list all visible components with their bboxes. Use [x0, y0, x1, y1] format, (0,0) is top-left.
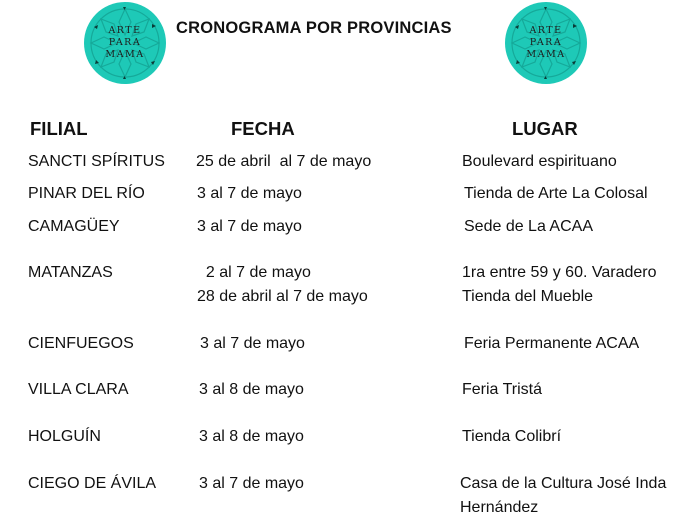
column-header-lugar: LUGAR [512, 118, 578, 139]
row-fecha-matanzas: 2 al 7 de mayo 28 de abril al 7 de mayo [197, 264, 368, 305]
page-title: CRONOGRAMA POR PROVINCIAS [176, 19, 452, 37]
row-fecha-holguin: 3 al 8 de mayo [199, 428, 304, 445]
row-fecha-sancti-spiritus: 25 de abril al 7 de mayo [196, 153, 372, 170]
row-lugar-villa-clara: Feria Tristá [462, 381, 543, 398]
row-filial-holguin: HOLGUÍN [28, 428, 101, 445]
row-lugar-cienfuegos: Feria Permanente ACAA [464, 335, 640, 352]
logo-line-2: PARA [529, 37, 563, 48]
logo-text [505, 2, 587, 84]
row-filial-sancti-spiritus: SANCTI SPÍRITUS [28, 153, 165, 170]
row-fecha-ciego-de-avila: 3 al 7 de mayo [199, 475, 304, 492]
column-header-filial: FILIAL [30, 118, 88, 139]
row-lugar-holguin: Tienda Colibrí [462, 428, 562, 445]
logo-line-1: ARTE [529, 25, 563, 36]
arte-para-mama-logo-right [505, 2, 587, 84]
row-lugar-sancti-spiritus: Boulevard espirituano [462, 153, 617, 170]
row-lugar-matanzas: 1ra entre 59 y 60. Varadero Tienda del Mueble [462, 264, 657, 305]
row-fecha-cienfuegos: 3 al 7 de mayo [200, 335, 305, 352]
logo-line-1: ARTE [108, 25, 142, 36]
logo-text [84, 2, 166, 84]
logo-line-3: MAMA [105, 49, 145, 60]
row-filial-villa-clara: VILLA CLARA [28, 381, 129, 398]
row-filial-ciego-de-avila: CIEGO DE ÁVILA [28, 475, 157, 492]
logo-line-3: MAMA [526, 49, 566, 60]
row-fecha-villa-clara: 3 al 8 de mayo [199, 381, 304, 398]
row-fecha-pinar-del-rio: 3 al 7 de mayo [197, 185, 302, 202]
row-filial-camaguey: CAMAGÜEY [28, 218, 120, 235]
row-filial-cienfuegos: CIENFUEGOS [28, 335, 134, 352]
row-filial-matanzas: MATANZAS [28, 264, 113, 281]
arte-para-mama-logo-left [84, 2, 166, 84]
logo-line-2: PARA [108, 37, 142, 48]
column-header-fecha: FECHA [231, 118, 295, 139]
row-lugar-camaguey: Sede de La ACAA [464, 218, 593, 235]
row-filial-pinar-del-rio: PINAR DEL RÍO [28, 185, 145, 202]
row-fecha-camaguey: 3 al 7 de mayo [197, 218, 302, 235]
row-lugar-pinar-del-rio: Tienda de Arte La Colosal [464, 185, 648, 202]
row-lugar-ciego-de-avila: Casa de la Cultura José Inda Hernández [460, 475, 667, 516]
